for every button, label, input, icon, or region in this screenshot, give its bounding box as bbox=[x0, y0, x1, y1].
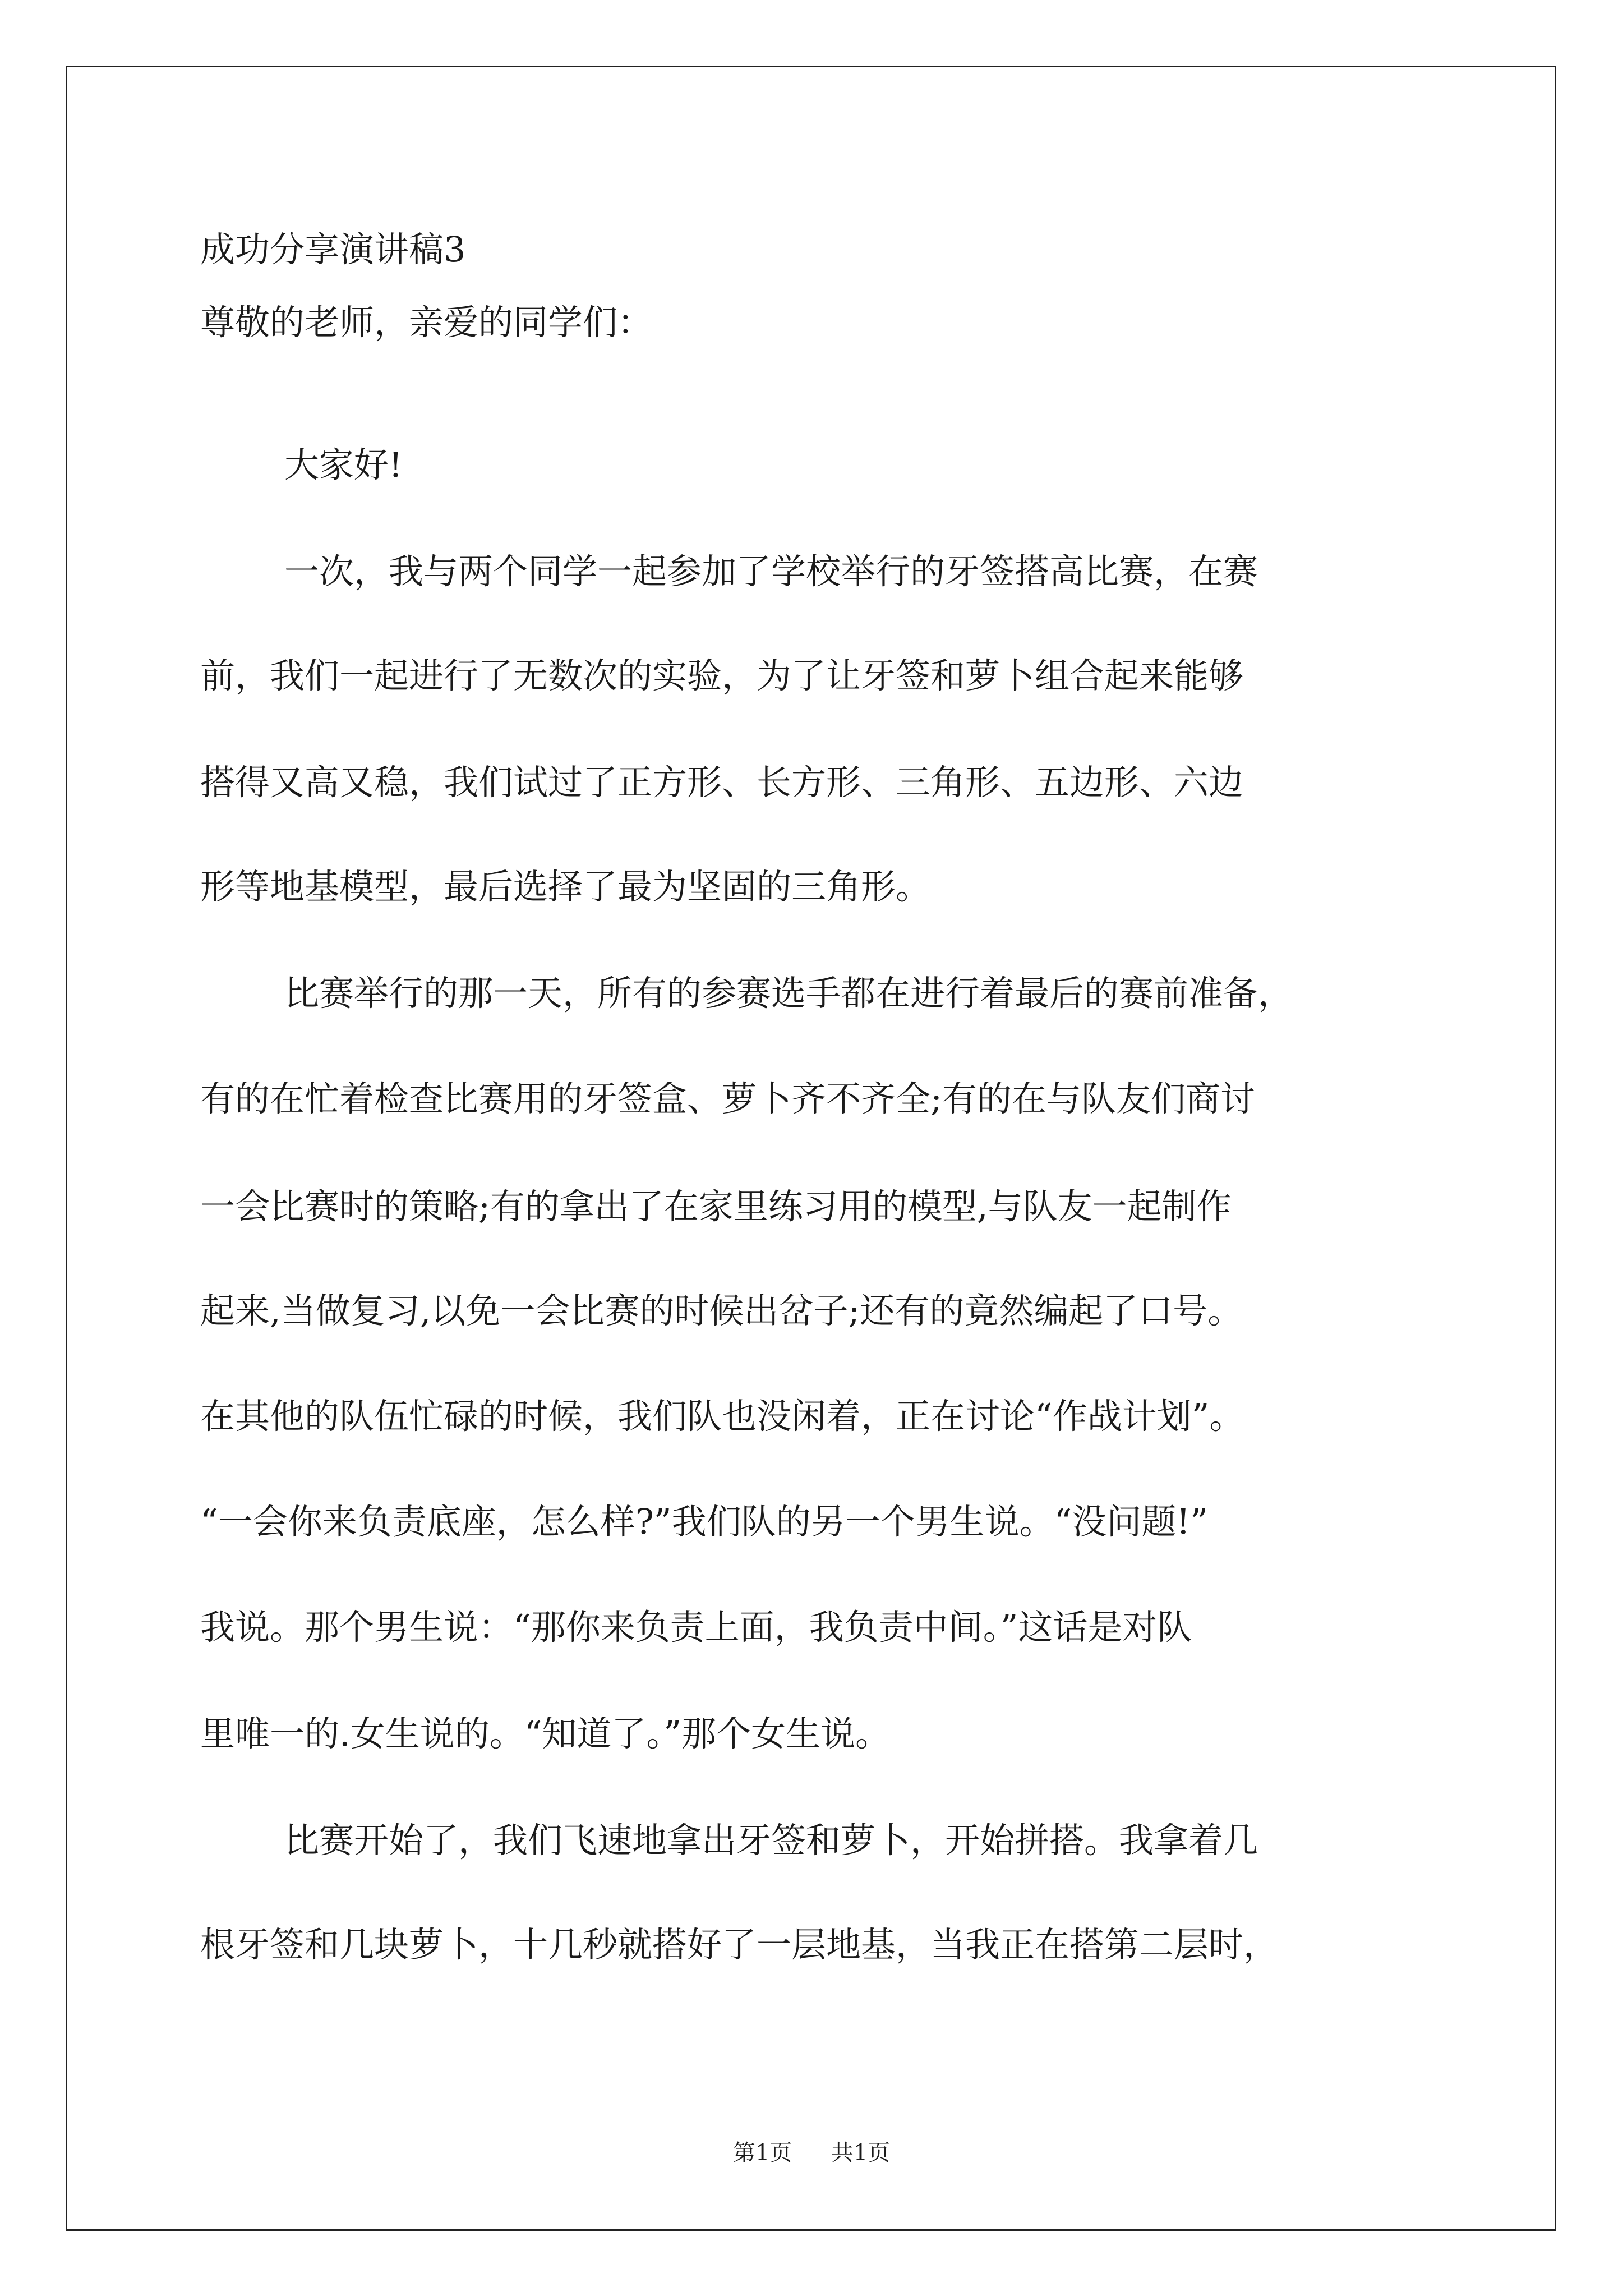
paragraph-line: 前，我们一起进行了无数次的实验，为了让牙签和萝卜组合起来能够 bbox=[200, 655, 1244, 696]
paragraph-line: 比赛举行的那一天，所有的参赛选手都在进行着最后的赛前准备， bbox=[284, 973, 1293, 1014]
paragraph-line: 搭得又高又稳，我们试过了正方形、长方形、三角形、五边形、六边 bbox=[200, 762, 1244, 803]
page-number-total: 共1页 bbox=[831, 2140, 891, 2166]
paragraph-line: 我说。那个男生说：“那你来负责上面，我负责中间。”这话是对队 bbox=[200, 1607, 1192, 1648]
page-number-current: 第1页 bbox=[732, 2140, 792, 2166]
paragraph-line: 比赛开始了，我们飞速地拿出牙签和萝卜，开始拼搭。我拿着几 bbox=[284, 1820, 1258, 1861]
salutation: 尊敬的老师，亲爱的同学们： bbox=[200, 302, 653, 343]
greeting: 大家好! bbox=[284, 444, 403, 485]
paragraph-line: 起来,当做复习,以免一会比赛的时候出岔子;还有的竟然编起了口号。 bbox=[200, 1290, 1243, 1331]
paragraph-line: 里唯一的.女生说的。“知道了。”那个女生说。 bbox=[200, 1713, 891, 1754]
paragraph-line: “一会你来负责底座，怎么样?”我们队的另一个男生说。“没问题!” bbox=[200, 1501, 1208, 1542]
document-title: 成功分享演讲稿3 bbox=[200, 229, 466, 270]
page-footer bbox=[0, 2142, 1623, 2164]
paragraph-line: 有的在忙着检查比赛用的牙签盒、萝卜齐不齐全;有的在与队友们商讨 bbox=[200, 1078, 1255, 1119]
paragraph-line: 一会比赛时的策略;有的拿出了在家里练习用的模型,与队友一起制作 bbox=[200, 1186, 1232, 1227]
paragraph-line: 根牙签和几块萝卜，十几秒就搭好了一层地基，当我正在搭第二层时， bbox=[200, 1924, 1279, 1965]
page-border bbox=[66, 66, 1556, 2231]
paragraph-line: 一次，我与两个同学一起参加了学校举行的牙签搭高比赛，在赛 bbox=[284, 551, 1258, 592]
paragraph-line: 形等地基模型，最后选择了最为坚固的三角形。 bbox=[200, 866, 931, 907]
paragraph-line: 在其他的队伍忙碌的时候，我们队也没闲着，正在讨论“作战计划”。 bbox=[200, 1396, 1244, 1437]
